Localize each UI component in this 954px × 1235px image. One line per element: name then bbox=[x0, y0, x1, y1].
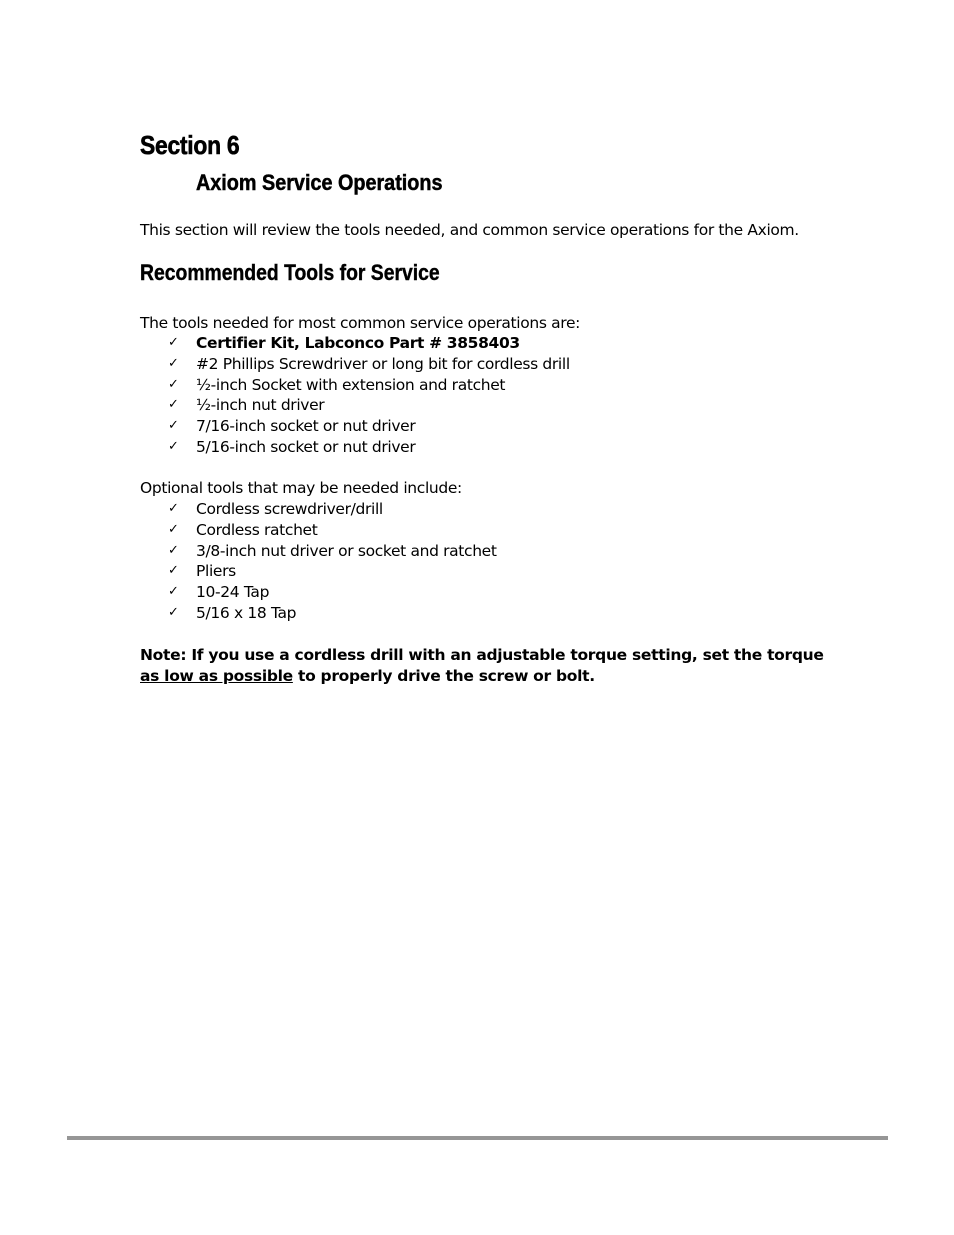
check-icon: ✓ bbox=[168, 418, 179, 434]
list-item bbox=[140, 354, 570, 375]
list-item-label: ½-inch Socket with extension and ratchet bbox=[196, 375, 506, 394]
list-item-label: 5/16 x 18 Tap bbox=[196, 603, 297, 622]
list-item bbox=[140, 395, 570, 416]
list-item bbox=[140, 520, 497, 541]
note-suffix: to properly drive the screw or bolt. bbox=[292, 666, 595, 685]
check-icon: ✓ bbox=[168, 584, 179, 600]
recommended-tools-list bbox=[140, 333, 570, 458]
check-icon: ✓ bbox=[168, 397, 179, 413]
list-item-label: 3/8-inch nut driver or socket and ratchet bbox=[196, 541, 497, 560]
list-item-label: #2 Phillips Screwdriver or long bit for cordless drill bbox=[196, 354, 570, 373]
check-icon: ✓ bbox=[168, 521, 179, 537]
check-icon: ✓ bbox=[168, 438, 179, 454]
list-item bbox=[140, 437, 570, 458]
list-item-label: 10-24 Tap bbox=[196, 583, 270, 602]
list-item-label: Certifier Kit, Labconco Part # 3858403 bbox=[196, 334, 520, 352]
torque-note bbox=[140, 645, 840, 686]
list-item bbox=[140, 582, 497, 603]
recommended-tools-heading: Recommended Tools for Service bbox=[140, 260, 440, 285]
list-item-label: Pliers bbox=[196, 562, 236, 581]
list-item-label: ½-inch nut driver bbox=[196, 396, 325, 415]
intro-paragraph: This section will review the tools needed, and common service operations for the Axiom. bbox=[140, 221, 799, 239]
list-item bbox=[140, 375, 570, 396]
list-item bbox=[140, 333, 570, 354]
footer-rule bbox=[67, 1136, 888, 1140]
note-emphasis: as low as possible bbox=[140, 666, 293, 685]
check-icon: ✓ bbox=[168, 563, 179, 579]
check-icon: ✓ bbox=[168, 501, 179, 516]
section-subtitle: Axiom Service Operations bbox=[196, 170, 443, 195]
list-item bbox=[140, 416, 570, 437]
check-icon: ✓ bbox=[168, 355, 179, 371]
optional-tools-lead: Optional tools that may be needed include: bbox=[140, 479, 462, 497]
section-title: Section 6 bbox=[140, 130, 240, 160]
check-icon: ✓ bbox=[168, 376, 179, 392]
list-item bbox=[140, 561, 497, 582]
list-item-label: 7/16-inch socket or nut driver bbox=[196, 417, 416, 436]
list-item bbox=[140, 541, 497, 562]
list-item bbox=[140, 499, 497, 520]
list-item bbox=[140, 603, 497, 624]
check-icon: ✓ bbox=[168, 604, 179, 620]
recommended-tools-lead: The tools needed for most common service operations are: bbox=[140, 314, 581, 332]
list-item-label: Cordless screwdriver/drill bbox=[196, 500, 383, 518]
list-item-label: 5/16-inch socket or nut driver bbox=[196, 437, 416, 456]
list-item-label: Cordless ratchet bbox=[196, 520, 318, 539]
optional-tools-list bbox=[140, 499, 497, 624]
note-prefix: Note: If you use a cordless drill with an adjustable torque setting, set the torque bbox=[140, 646, 824, 664]
check-icon: ✓ bbox=[168, 542, 179, 558]
check-icon: ✓ bbox=[168, 335, 179, 350]
